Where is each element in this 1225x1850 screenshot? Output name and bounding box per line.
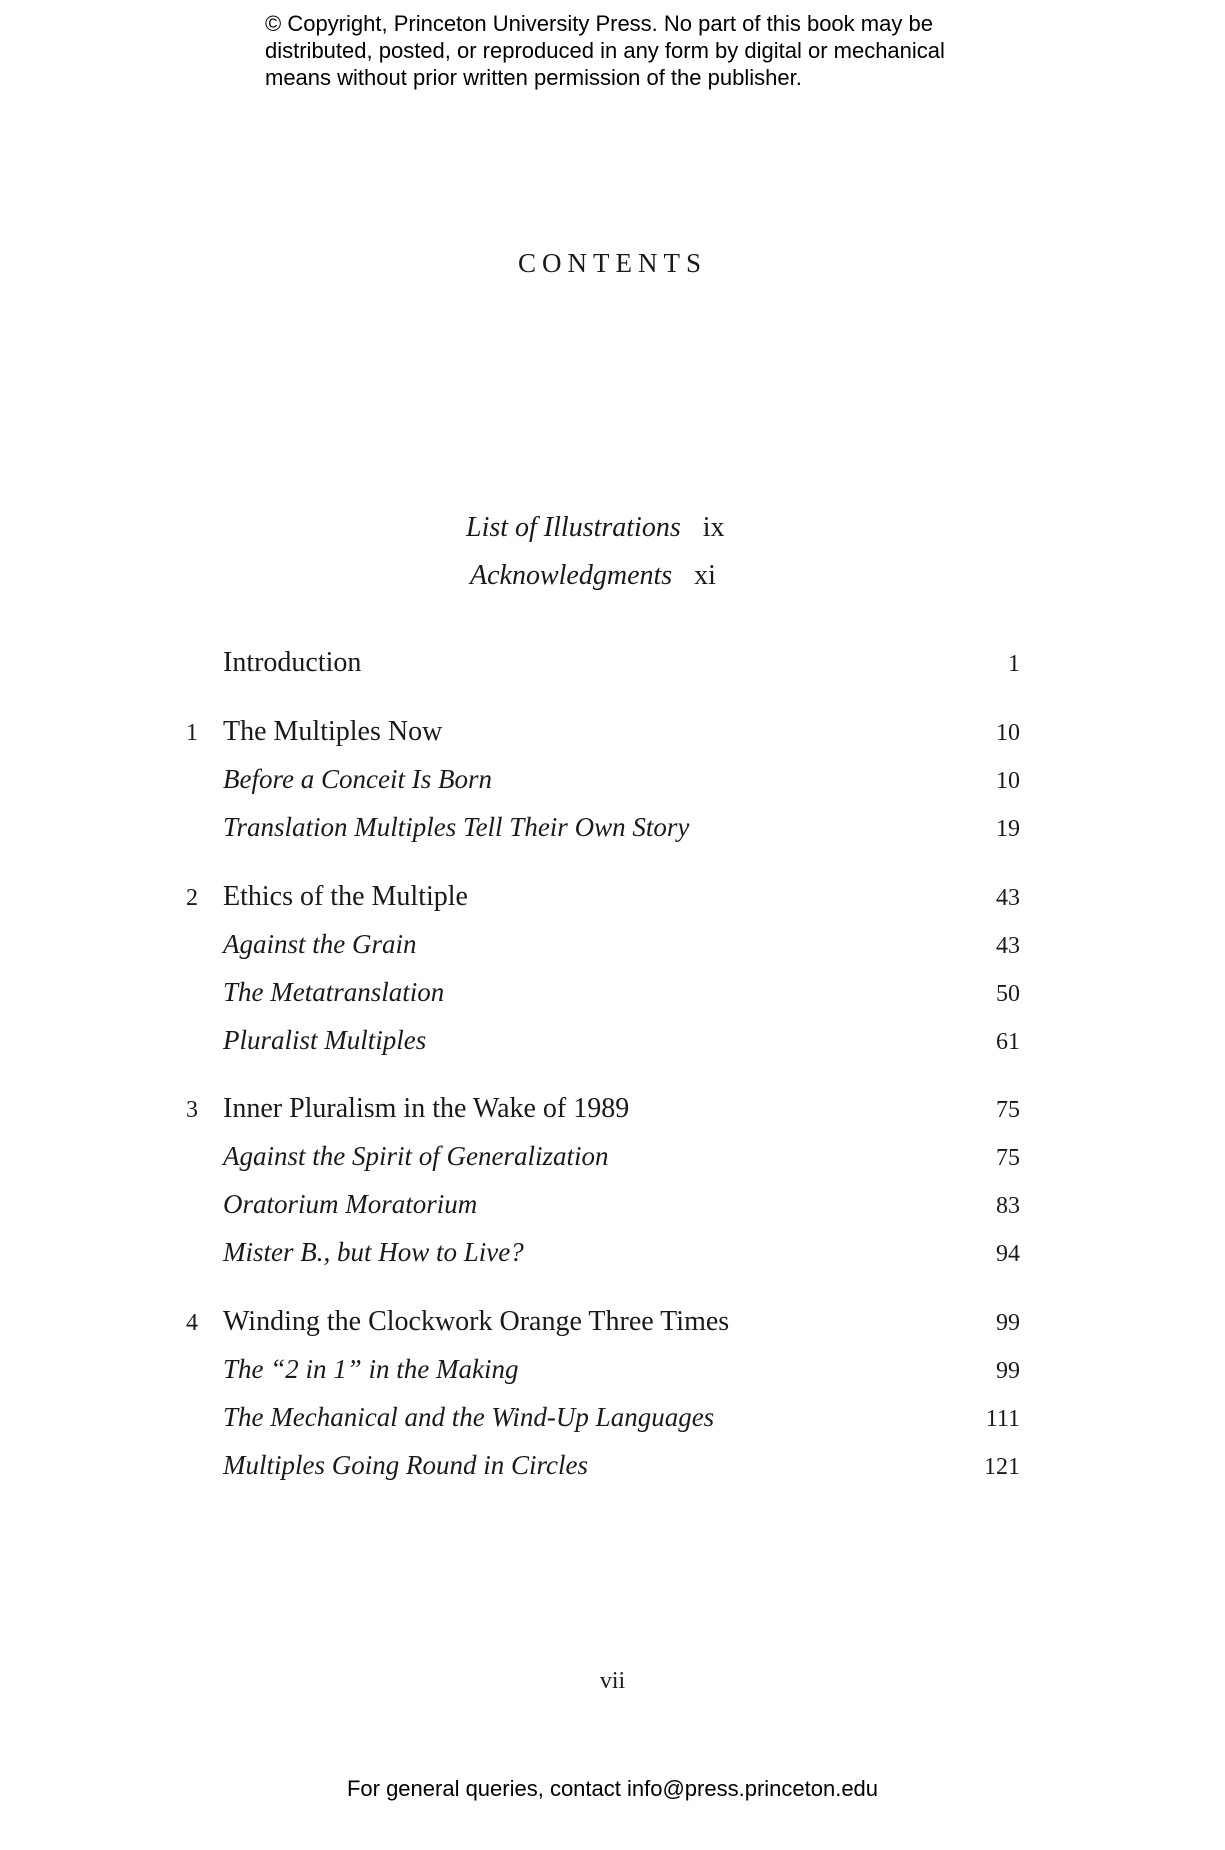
chapter-number: 1	[186, 720, 198, 746]
toc-entry-page: 75	[996, 1145, 1020, 1171]
toc-entry-title: Oratorium Moratorium	[223, 1189, 478, 1219]
toc-entry	[0, 1189, 1225, 1229]
toc-entry-page: 99	[996, 1310, 1020, 1336]
toc-entry	[0, 1450, 1225, 1490]
toc-entry-page: 50	[996, 981, 1020, 1007]
front-matter-title: List of Illustrations	[466, 512, 681, 543]
front-matter-item	[470, 560, 716, 592]
toc-entry-title: The Mechanical and the Wind-Up Languages	[223, 1402, 715, 1432]
toc-entry-page: 99	[996, 1358, 1020, 1384]
copyright-line: © Copyright, Princeton University Press. No part of this book may be	[265, 11, 933, 36]
toc-entry-page: 10	[996, 720, 1020, 746]
toc-entry-page: 1	[1008, 651, 1020, 677]
chapter-number: 2	[186, 885, 198, 911]
toc-entry	[0, 647, 1225, 687]
toc-entry	[0, 1141, 1225, 1181]
toc-entry	[0, 1306, 1225, 1346]
toc-entry-page: 94	[996, 1241, 1020, 1267]
front-matter-page: xi	[694, 560, 716, 591]
toc-entry	[0, 1237, 1225, 1277]
front-matter-page: ix	[702, 512, 725, 543]
toc-entry-page: 19	[996, 816, 1020, 842]
toc-entry-title: Mister B., but How to Live?	[223, 1237, 524, 1267]
toc-entry-title: The “2 in 1” in the Making	[223, 1354, 519, 1384]
toc-entry-title: Inner Pluralism in the Wake of 1989	[223, 1093, 630, 1124]
toc-entry	[0, 929, 1225, 969]
toc-entry	[0, 1025, 1225, 1065]
toc-entry-page: 43	[996, 885, 1020, 911]
toc-entry-title: Against the Grain	[223, 929, 417, 959]
toc-entry	[0, 977, 1225, 1017]
page-title: CONTENTS	[518, 248, 707, 278]
toc-entry-page: 75	[996, 1097, 1020, 1123]
page-number: vii	[599, 1668, 626, 1694]
copyright-line: means without prior written permission of the publisher.	[265, 65, 802, 90]
toc-entry-page: 83	[996, 1193, 1020, 1219]
toc-entry	[0, 716, 1225, 756]
chapter-number: 3	[186, 1097, 198, 1123]
front-matter-item	[466, 512, 725, 544]
toc-entry-title: Winding the Clockwork Orange Three Times	[223, 1306, 730, 1337]
toc-entry	[0, 1354, 1225, 1394]
toc-entry	[0, 1402, 1225, 1442]
toc-entry	[0, 1093, 1225, 1133]
footer-contact: For general queries, contact info@press.princeton.edu	[346, 1776, 879, 1801]
toc-entry-title: Introduction	[223, 647, 362, 678]
toc-entry-page: 61	[996, 1029, 1020, 1055]
toc-entry-title: The Metatranslation	[223, 977, 445, 1007]
toc-entry-title: Translation Multiples Tell Their Own Story	[223, 812, 690, 842]
toc-entry-title: Multiples Going Round in Circles	[223, 1450, 588, 1480]
toc-entry-title: The Multiples Now	[223, 716, 443, 747]
toc-entry	[0, 812, 1225, 852]
toc-entry-page: 111	[985, 1406, 1020, 1432]
toc-entry-title: Pluralist Multiples	[223, 1025, 427, 1055]
toc-entry-title: Before a Conceit Is Born	[223, 764, 492, 794]
chapter-number: 4	[186, 1310, 198, 1336]
toc-entry-page: 43	[996, 933, 1020, 959]
toc-entry-title: Ethics of the Multiple	[223, 881, 468, 912]
toc-entry-title: Against the Spirit of Generalization	[223, 1141, 609, 1171]
toc-entry-page: 121	[984, 1454, 1020, 1480]
copyright-notice	[265, 10, 1025, 91]
toc-entry	[0, 764, 1225, 804]
copyright-line: distributed, posted, or reproduced in any form by digital or mechanical	[265, 38, 945, 63]
toc-entry-page: 10	[996, 768, 1020, 794]
toc-entry	[0, 881, 1225, 921]
front-matter-title: Acknowledgments	[470, 560, 673, 591]
